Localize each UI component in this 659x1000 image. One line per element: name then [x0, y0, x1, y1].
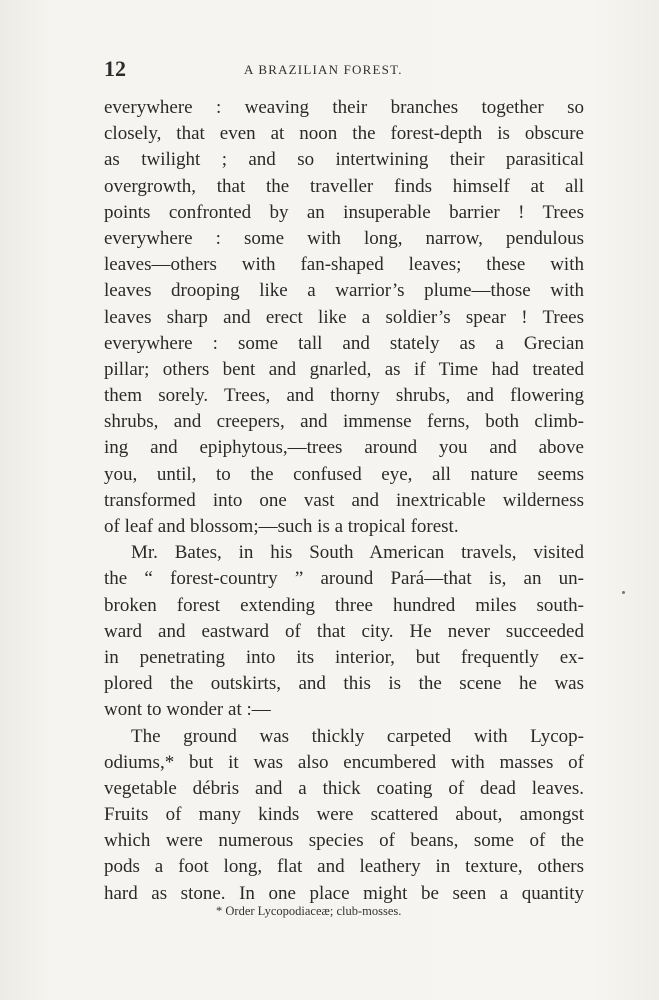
body-text: [104, 95, 584, 907]
text-line: shrubs, and creepers, and immense ferns, both climb-: [104, 411, 584, 433]
text-line: pods a foot long, flat and leathery in texture, others: [104, 856, 584, 878]
text-line: broken forest extending three hundred miles south-: [104, 594, 584, 616]
text-line: ing and epiphytous,—trees around you and above: [104, 437, 584, 459]
text-line: closely, that even at noon the forest-depth is obscure: [104, 123, 584, 145]
text-line: of leaf and blossom;—such is a tropical forest.: [104, 516, 459, 537]
text-line: everywhere : some tall and stately as a Grecian: [104, 332, 584, 354]
page-number: 12: [104, 56, 126, 81]
text-line: leaves drooping like a warrior’s plume—those with: [104, 280, 584, 302]
text-line: leaves—others with fan-shaped leaves; these with: [104, 254, 584, 276]
text-line: hard as stone. In one place might be seen a quantity: [104, 882, 584, 904]
footnote: * Order Lycopodiaceæ; club-mosses.: [216, 904, 402, 918]
text-line: odiums,* but it was also encumbered with masses of: [104, 751, 584, 773]
text-line: overgrowth, that the traveller finds himself at all: [104, 175, 584, 197]
paper-speck: [622, 591, 625, 594]
text-line: ward and eastward of that city. He never succeeded: [104, 620, 584, 642]
text-line: transformed into one vast and inextricable wilderness: [104, 489, 584, 511]
text-line: them sorely. Trees, and thorny shrubs, and flowering: [104, 385, 584, 407]
text-line: in penetrating into its interior, but frequently ex-: [104, 646, 584, 668]
text-line: plored the outskirts, and this is the scene he was: [104, 673, 584, 695]
text-line: which were numerous species of beans, some of the: [104, 830, 584, 852]
text-line: leaves sharp and erect like a soldier’s spear ! Trees: [104, 306, 584, 328]
text-line: the “ forest-country ” around Pará—that is, an un-: [104, 568, 584, 590]
running-head: A BRAZILIAN FOREST.: [244, 62, 403, 77]
text-line: points confronted by an insuperable barrier ! Trees: [104, 201, 584, 223]
text-line: The ground was thickly carpeted with Lycop-: [131, 725, 584, 747]
text-line: everywhere : weaving their branches together so: [104, 97, 584, 118]
text-line: Mr. Bates, in his South American travels, visited: [131, 542, 584, 564]
text-line: vegetable débris and a thick coating of dead leaves.: [104, 777, 584, 799]
text-line: wont to wonder at :—: [104, 699, 271, 721]
text-line: everywhere : some with long, narrow, pendulous: [104, 227, 584, 249]
page-header: [104, 56, 583, 84]
text-line: Fruits of many kinds were scattered about, amongst: [104, 804, 584, 826]
text-line: as twilight ; and so intertwining their parasitical: [104, 149, 584, 171]
text-line: pillar; others bent and gnarled, as if Time had treated: [104, 358, 584, 380]
text-line: you, until, to the confused eye, all nature seems: [104, 463, 584, 485]
